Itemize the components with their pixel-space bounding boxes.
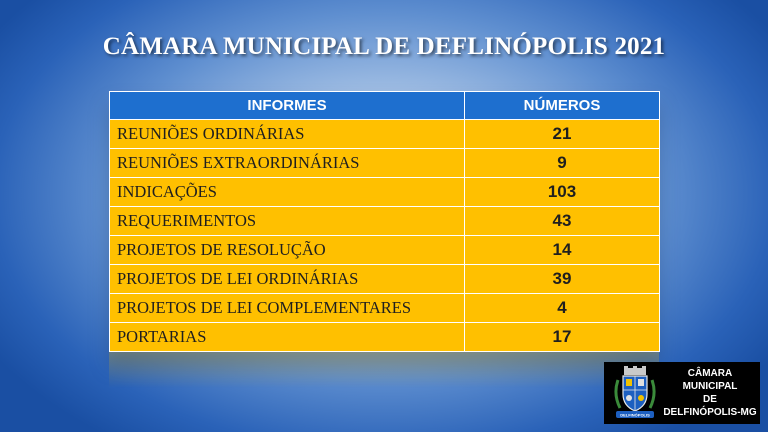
row-value: 17 <box>465 323 660 352</box>
row-label: PROJETOS DE LEI COMPLEMENTARES <box>110 294 465 323</box>
logo-line-3: DELFINÓPOLIS-MG <box>663 407 757 418</box>
row-value: 43 <box>465 207 660 236</box>
row-value: 103 <box>465 178 660 207</box>
municipal-crest-icon <box>612 366 658 420</box>
row-value: 39 <box>465 265 660 294</box>
row-value: 21 <box>465 120 660 149</box>
header-numeros: NÚMEROS <box>465 92 660 120</box>
logo-line-1: CÂMARA MUNICIPAL <box>682 368 738 392</box>
logo-badge <box>604 362 760 424</box>
table-row <box>110 149 660 178</box>
row-value: 4 <box>465 294 660 323</box>
table-header-row <box>110 92 660 120</box>
table-row <box>110 178 660 207</box>
row-label: REUNIÕES ORDINÁRIAS <box>110 120 465 149</box>
row-label: REQUERIMENTOS <box>110 207 465 236</box>
informes-table <box>109 91 659 352</box>
page-title: CÂMARA MUNICIPAL DE DEFLINÓPOLIS 2021 <box>102 33 666 60</box>
row-label: INDICAÇÕES <box>110 178 465 207</box>
row-label: PORTARIAS <box>110 323 465 352</box>
table-row <box>110 323 660 352</box>
table-row <box>110 120 660 149</box>
logo-text <box>662 367 758 419</box>
row-label: REUNIÕES EXTRAORDINÁRIAS <box>110 149 465 178</box>
table-reflection <box>109 352 659 388</box>
table-row <box>110 207 660 236</box>
crest-ribbon-text: DELFINÓPOLIS <box>620 412 650 418</box>
header-informes: INFORMES <box>110 92 465 120</box>
table-row <box>110 236 660 265</box>
row-value: 14 <box>465 236 660 265</box>
row-label: PROJETOS DE RESOLUÇÃO <box>110 236 465 265</box>
table-row <box>110 294 660 323</box>
row-label: PROJETOS DE LEI ORDINÁRIAS <box>110 265 465 294</box>
row-value: 9 <box>465 149 660 178</box>
logo-line-2: DE <box>703 394 717 405</box>
table-row <box>110 265 660 294</box>
